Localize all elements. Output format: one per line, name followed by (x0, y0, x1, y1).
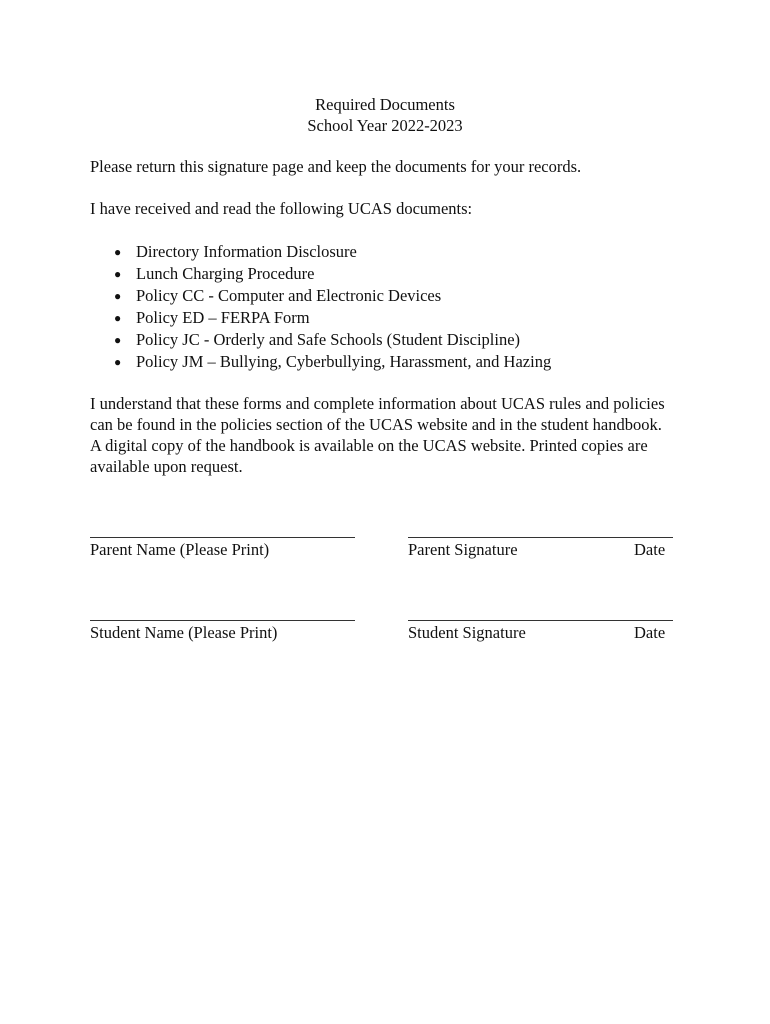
return-instruction: Please return this signature page and keep the documents for your records. (90, 157, 582, 176)
bullet-icon: ● (114, 245, 122, 259)
parent-signature-label: Parent Signature (408, 540, 518, 559)
student-signature-label: Student Signature (408, 623, 526, 642)
list-item (90, 285, 551, 307)
parent-name-label: Parent Name (Please Print) (90, 540, 270, 559)
student-name-label: Student Name (Please Print) (90, 623, 278, 642)
list-item (90, 329, 551, 351)
list-item (90, 241, 551, 263)
bullet-icon: ● (114, 311, 122, 325)
understanding-paragraph: I understand that these forms and complete information about UCAS rules and policies can be found in the policies section of the UCAS website and in the student handbook. A digital copy of the handbook is available on the UCAS website. Printed copies are available upon request. (90, 394, 665, 476)
parent-date-label: Date (634, 540, 666, 559)
bullet-icon: ● (114, 267, 122, 281)
school-year: School Year 2022-2023 (307, 116, 463, 135)
document-name: Policy JM – Bullying, Cyberbullying, Harassment, and Hazing (136, 352, 552, 371)
bullet-icon: ● (114, 333, 122, 347)
student-signature-line[interactable] (408, 620, 673, 621)
parent-signature-line[interactable] (408, 537, 673, 538)
document-list (90, 241, 551, 373)
bullet-icon: ● (114, 289, 122, 303)
document-name: Policy JC - Orderly and Safe Schools (Student Discipline) (136, 330, 521, 349)
parent-name-line[interactable] (90, 537, 355, 538)
student-name-line[interactable] (90, 620, 355, 621)
list-item (90, 263, 551, 285)
bullet-icon: ● (114, 355, 122, 369)
list-item (90, 351, 551, 373)
document-name: Directory Information Disclosure (136, 242, 357, 261)
document-name: Lunch Charging Procedure (136, 264, 315, 283)
document-name: Policy CC - Computer and Electronic Devices (136, 286, 442, 305)
list-item (90, 307, 551, 329)
document-name: Policy ED – FERPA Form (136, 308, 310, 327)
document-title: Required Documents (315, 95, 455, 114)
received-statement: I have received and read the following UCAS documents: (90, 199, 473, 218)
student-date-label: Date (634, 623, 666, 642)
